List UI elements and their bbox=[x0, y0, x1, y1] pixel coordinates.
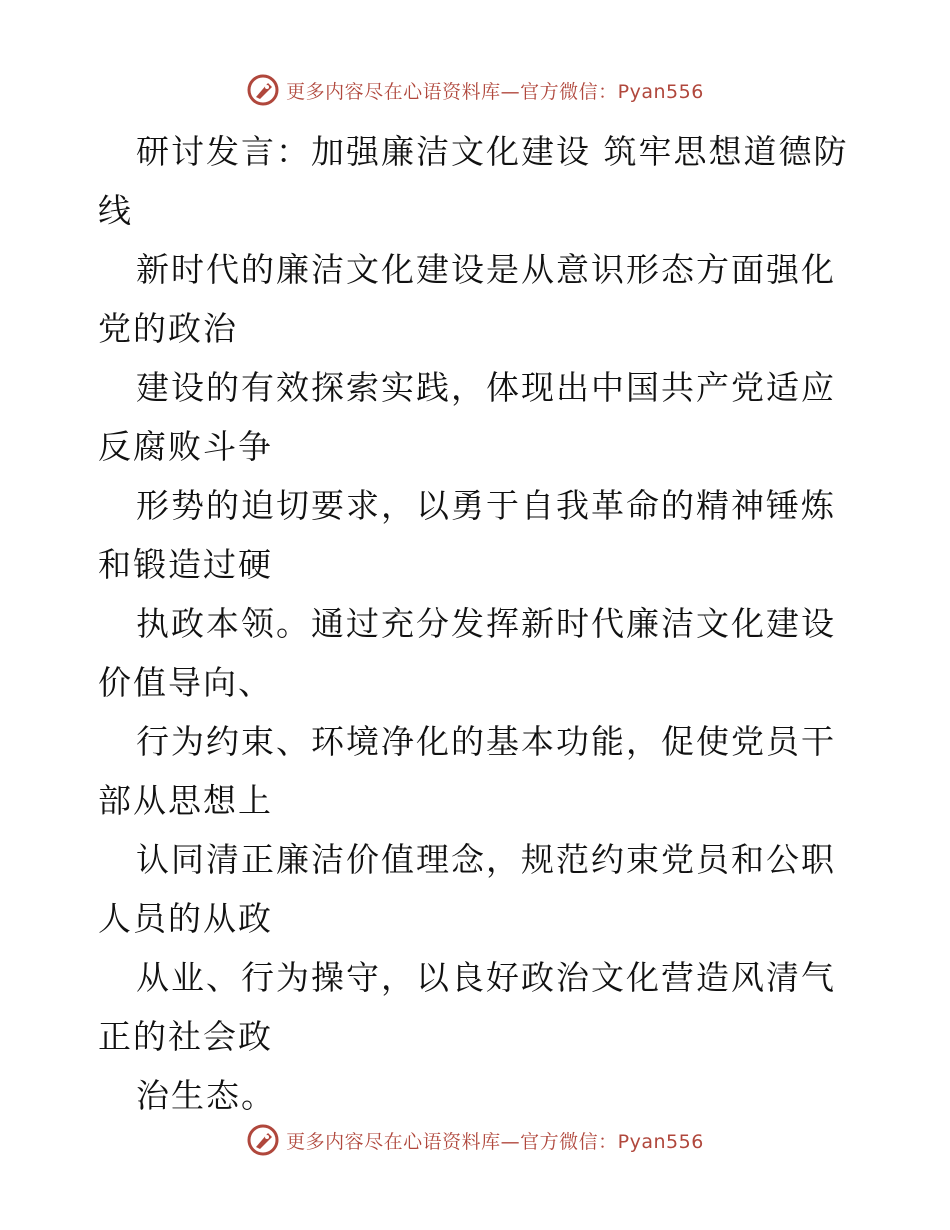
paragraph-line: 认同清正廉洁价值理念，规范约束党员和公职人员的从政 bbox=[98, 840, 836, 938]
header-banner bbox=[0, 70, 950, 110]
paragraph-line: 新时代的廉洁文化建设是从意识形态方面强化党的政治 bbox=[98, 250, 836, 348]
document-title: 研讨发言：加强廉洁文化建设 筑牢思想道德防线 bbox=[98, 132, 849, 230]
footer-banner bbox=[0, 1120, 950, 1160]
header-banner-text[interactable]: 更多内容尽在心语资料库—官方微信：Pyan556 bbox=[286, 80, 704, 103]
paragraph-line: 形势的迫切要求，以勇于自我革命的精神锤炼和锻造过硬 bbox=[98, 486, 836, 584]
footer-banner-text[interactable]: 更多内容尽在心语资料库—官方微信：Pyan556 bbox=[286, 1130, 704, 1153]
paragraph-line: 执政本领。通过充分发挥新时代廉洁文化建设价值导向、 bbox=[98, 604, 836, 702]
paragraph-line: 建设的有效探索实践，体现出中国共产党适应反腐败斗争 bbox=[98, 368, 836, 466]
pen-nib-circle-icon bbox=[246, 1123, 280, 1157]
document-body bbox=[98, 122, 858, 1125]
paragraph-line: 行为约束、环境净化的基本功能，促使党员干部从思想上 bbox=[98, 722, 836, 820]
paragraph-line: 治生态。 bbox=[136, 1076, 276, 1115]
pen-nib-circle-icon bbox=[246, 73, 280, 107]
paragraph-line: 从业、行为操守，以良好政治文化营造风清气正的社会政 bbox=[98, 958, 836, 1056]
